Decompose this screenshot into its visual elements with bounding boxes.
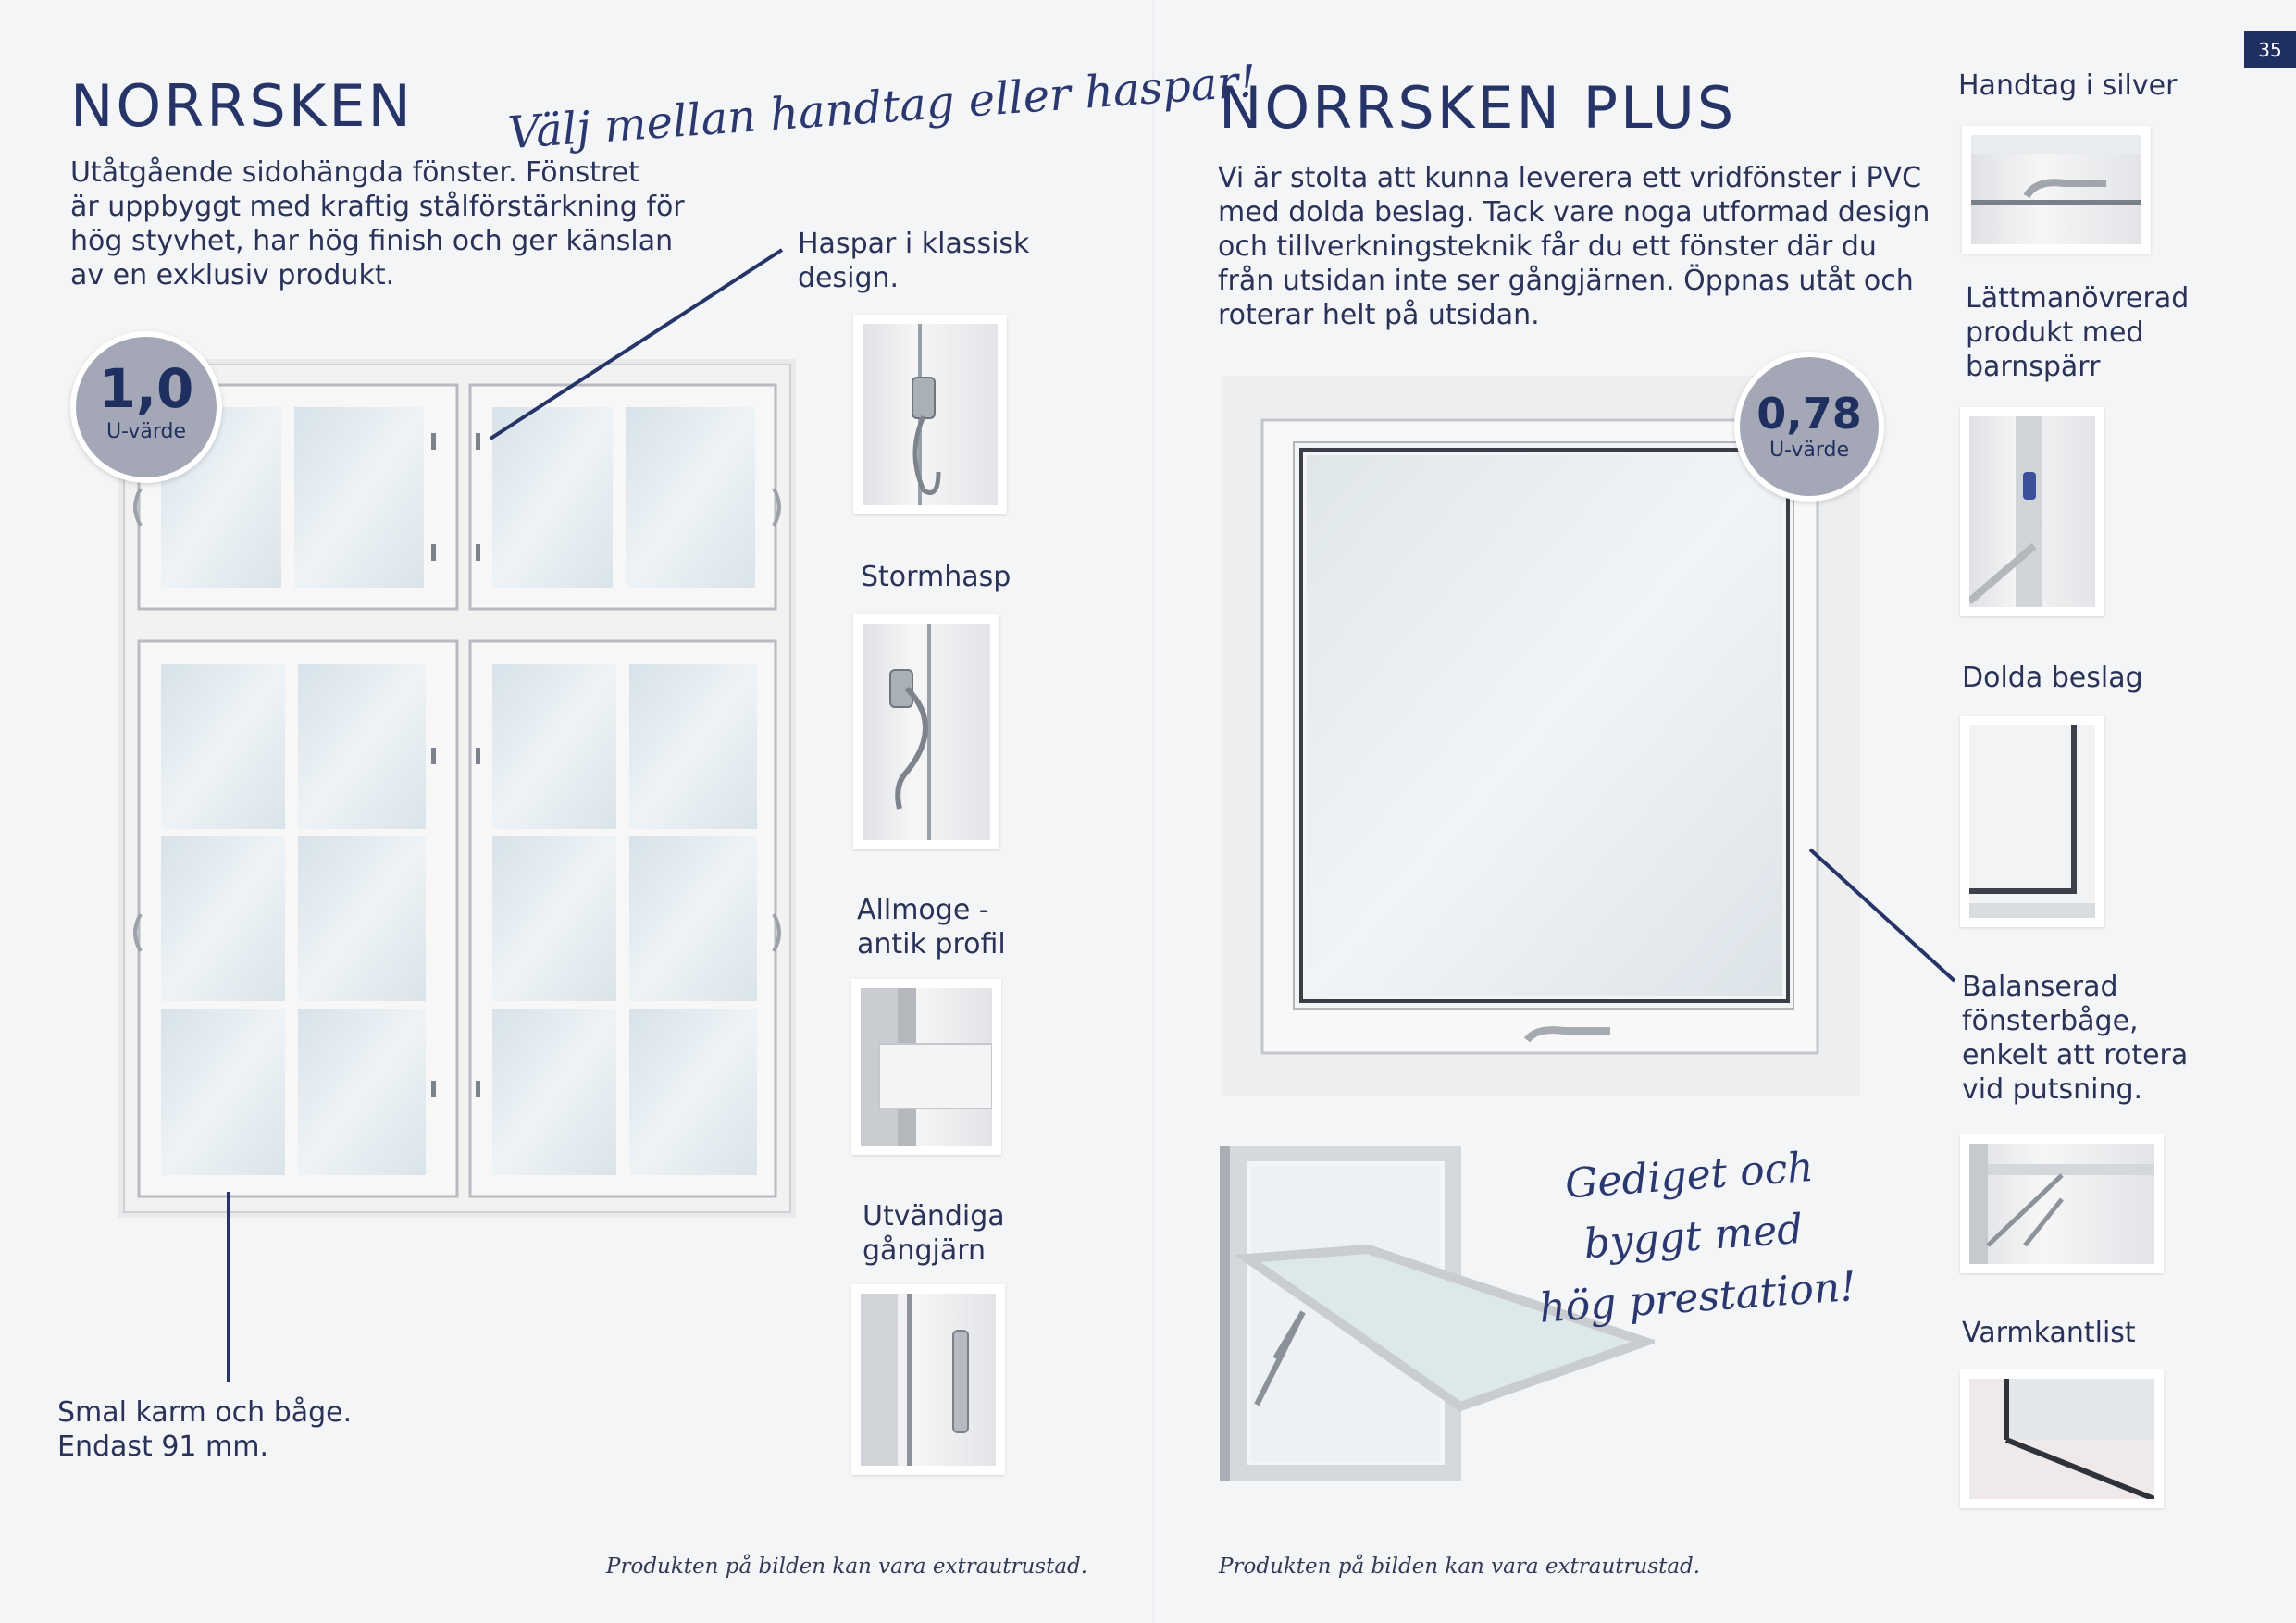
- utvandiga-thumb: [851, 1284, 1005, 1475]
- dolda-beslag-thumb: [1960, 716, 2104, 927]
- right-title: NORRSKEN PLUS: [1219, 74, 1737, 142]
- sidebar-label-balanserad: [1962, 970, 2188, 1107]
- page-number: 35: [2244, 31, 2296, 68]
- left-uvalue-badge: [70, 331, 222, 483]
- right-intro-line: med dolda beslag. Tack vare noga utformad design: [1218, 196, 1930, 229]
- left-intro-line: är uppbyggt med kraftig stålförstärkning för: [70, 191, 685, 223]
- sidebar-label-line: enkelt att rotera: [1962, 1039, 2189, 1072]
- left-intro-line: hög styvhet, har hög finish och ger känslan: [70, 225, 674, 257]
- sidebar-label-line: produkt med: [1966, 316, 2144, 349]
- feature-label-line: Stormhasp: [861, 561, 1011, 593]
- sidebar-label-lattmanovrerad: [1966, 281, 2189, 384]
- right-uvalue-unit: U-värde: [1769, 439, 1850, 462]
- stormhasp-thumb: [853, 614, 999, 849]
- sidebar-label-line: barnspärr: [1966, 351, 2101, 383]
- sidebar-label-line: Lättmanövrerad: [1966, 282, 2190, 315]
- left-intro-line: Utåtgående sidohängda fönster. Fönstret: [70, 156, 639, 189]
- right-intro-line: och tillverkningsteknik får du ett fönster där du: [1218, 230, 1877, 263]
- sidebar-label-varmkantlist: [1962, 1316, 2136, 1350]
- frame-callout-line: Smal karm och båge.: [57, 1396, 353, 1429]
- sidebar-label-line: Varmkantlist: [1962, 1317, 2136, 1349]
- allmoge-thumb: [851, 979, 1001, 1155]
- feature-label-line: antik profil: [857, 928, 1006, 960]
- sidebar-label-handtag: [1958, 68, 2177, 103]
- sidebar-label-line: Handtag i silver: [1958, 69, 2178, 102]
- haspar-callout-line: design.: [798, 262, 900, 294]
- sidebar-label-line: Dolda beslag: [1962, 662, 2143, 694]
- right-intro-line: från utsidan inte ser gångjärnen. Öppnas utåt och: [1218, 265, 1914, 297]
- feature-label-line: Utvändiga: [863, 1200, 1005, 1233]
- right-script-heading: [1503, 1133, 1885, 1341]
- feature-label-utvandiga: [863, 1199, 1005, 1268]
- right-footnote: Produkten på bilden kan vara extrautrustad.: [1219, 1555, 1701, 1579]
- feature-label-line: Allmoge -: [857, 894, 989, 926]
- left-uvalue-unit: U-värde: [105, 420, 187, 443]
- handtag-thumb: [1962, 126, 2151, 254]
- sidebar-label-line: vid putsning.: [1962, 1073, 2143, 1106]
- feature-label-line: gångjärn: [863, 1234, 987, 1267]
- feature-label-allmoge: [857, 893, 1006, 961]
- frame-callout-line: Endast 91 mm.: [57, 1431, 269, 1463]
- left-title: NORRSKEN: [70, 72, 414, 140]
- sidebar-label-line: fönsterbåge,: [1962, 1005, 2139, 1037]
- barnsparr-thumb: [1960, 407, 2104, 616]
- haspar-callout-line: Haspar i klassisk: [798, 228, 1030, 260]
- left-script-heading: Välj mellan handtag eller haspar!: [506, 55, 1259, 160]
- sidebar-label-line: Balanserad: [1962, 971, 2118, 1003]
- script-line: Gediget och byggt med: [1563, 1143, 1816, 1269]
- right-intro-line: roterar helt på utsidan.: [1218, 299, 1540, 331]
- frame-callout: [57, 1395, 352, 1464]
- sidebar-label-dolda: [1962, 661, 2143, 695]
- feature-label-stormhasp: [861, 560, 1011, 594]
- balanserad-thumb: [1960, 1134, 2164, 1273]
- right-uvalue: 0,78: [1756, 389, 1862, 439]
- varmkantlist-thumb: [1960, 1369, 2164, 1508]
- left-footnote: Produkten på bilden kan vara extrautrustad.: [606, 1555, 1088, 1579]
- right-intro-line: Vi är stolta att kunna leverera ett vridfönster i PVC: [1218, 162, 1922, 194]
- left-uvalue: 1,0: [98, 357, 194, 420]
- left-intro-line: av en exklusiv produkt.: [70, 259, 395, 291]
- haspar-thumb: [853, 315, 1007, 514]
- script-line: hög prestation!: [1537, 1262, 1858, 1332]
